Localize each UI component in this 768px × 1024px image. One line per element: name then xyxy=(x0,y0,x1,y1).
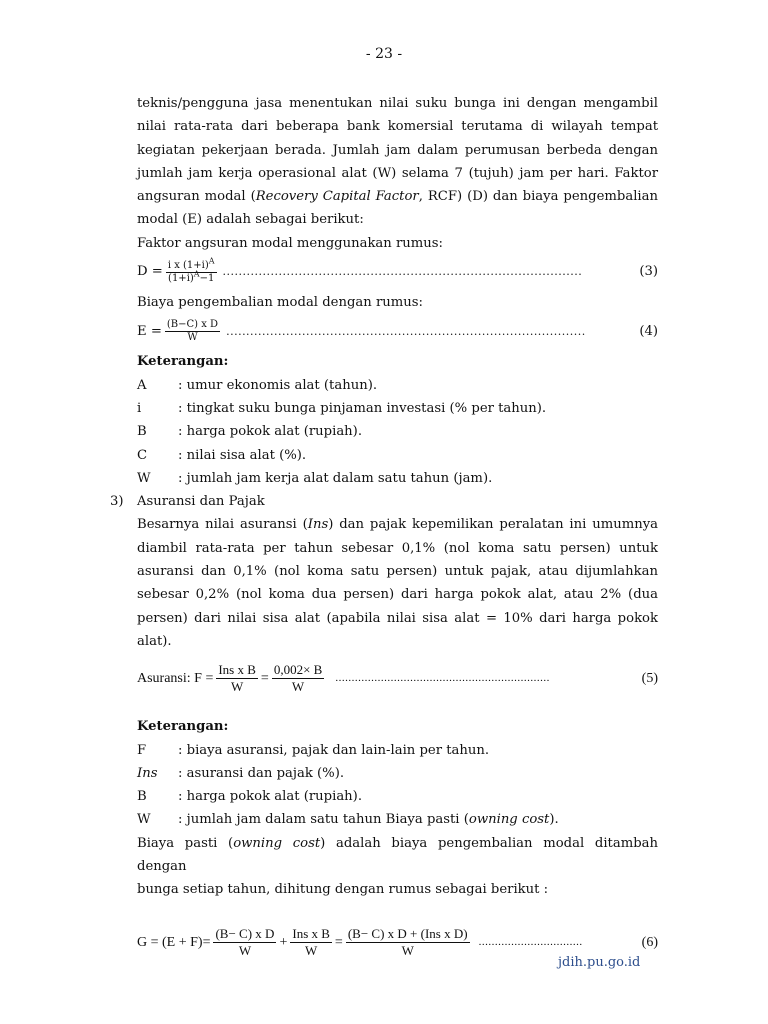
text-span: Biaya pasti ( xyxy=(137,835,234,851)
eq5-equals: = xyxy=(260,670,269,686)
text-line xyxy=(137,832,658,879)
eq4-fraction xyxy=(165,319,220,344)
eq6-number: (6) xyxy=(641,934,658,950)
legend-row xyxy=(137,762,658,785)
eq5-denominator-2: W xyxy=(291,678,305,694)
legend-desc: : jumlah jam dalam satu tahun Biaya pasti (owning cost). xyxy=(178,812,559,828)
eq5-fraction-1 xyxy=(216,662,258,695)
rcf-term: Recovery Capital Factor xyxy=(255,189,419,205)
footer-source: jdih.pu.go.id xyxy=(558,955,641,970)
eq4-number: (4) xyxy=(639,323,658,339)
legend-symbol: A xyxy=(137,377,147,393)
section-3-paragraph xyxy=(137,513,658,653)
eq5-numerator-2: 0,002× B xyxy=(273,661,323,677)
legend-row xyxy=(137,467,658,490)
eq6-lhs: G = (E + F)= xyxy=(137,934,211,950)
text-line: diambil rata-rata per tahun sebesar 0,1% (nol koma satu persen) untuk xyxy=(137,540,658,556)
text-span: ) dan pajak kepemilikan peralatan ini umumnya xyxy=(328,517,659,533)
text-line: modal (E) adalah sebagai berikut: xyxy=(137,212,364,228)
legend-2 xyxy=(137,715,658,831)
text-span: angsuran modal ( xyxy=(137,189,256,205)
page-number: - 23 - xyxy=(365,46,403,62)
legend-symbol: C xyxy=(137,447,148,463)
section-3-marker: 3) xyxy=(110,494,124,510)
text-line: kegiatan pekerjaan berada. Jumlah jam dalam perumusan berbeda dengan xyxy=(137,142,658,158)
eq5-leader-dots: .................................................................. xyxy=(335,671,550,684)
eq3-leader-dots: .......................................................................................... xyxy=(222,265,583,279)
eq6-denominator-1: W xyxy=(238,943,252,959)
eq6-denominator-2: W xyxy=(305,943,318,959)
legend-desc: : jumlah jam kerja alat dalam satu tahun (jam). xyxy=(178,470,493,486)
eq6-numerator-2: Ins x B xyxy=(292,926,330,942)
owning-cost-term: owning cost xyxy=(233,835,321,851)
eq6-plus: + xyxy=(279,934,288,950)
eq5-lhs: Asuransi: F = xyxy=(137,670,214,686)
capital-return-intro: Biaya pengembalian modal dengan rumus: xyxy=(137,295,423,311)
eq3-fraction xyxy=(166,256,217,285)
ins-term: Ins xyxy=(307,517,329,533)
legend-symbol: W xyxy=(137,470,151,486)
owning-cost-paragraph xyxy=(137,832,658,902)
text-line: nilai rata-rata dari beberapa bank komersial terutama di wilayah tempat xyxy=(137,119,658,135)
legend-1-heading: Keterangan: xyxy=(137,354,229,370)
eq6-numerator-3: (B− C) x D + (Ins x D) xyxy=(347,926,468,942)
eq4-leader-dots: .......................................................................................... xyxy=(226,324,586,338)
main-content xyxy=(110,92,659,964)
eq5-number: (5) xyxy=(641,670,658,686)
legend-symbol: B xyxy=(137,789,147,805)
legend-row xyxy=(137,444,658,467)
eq6-fraction-3 xyxy=(346,926,470,959)
legend-symbol: Ins xyxy=(137,765,158,781)
eq6-numerator-1: (B− C) x D xyxy=(215,926,275,942)
eq3-numerator: i x $(1+i)^A$ xyxy=(167,256,215,271)
legend-1 xyxy=(137,350,658,490)
text-line: asuransi dan 0,1% (nol koma satu persen) untuk pajak, atau dijumlahkan xyxy=(137,564,658,580)
legend-row xyxy=(137,739,658,762)
legend-desc: : asuransi dan pajak (%). xyxy=(178,765,345,781)
legend-symbol: i xyxy=(137,400,142,416)
eq4-numerator: (B−C) x D xyxy=(166,318,219,330)
eq5-fraction-2 xyxy=(272,662,325,695)
text-line: persen) dari nilai sisa alat (apabila nilai sisa alat = 10% dari harga pokok xyxy=(137,610,658,626)
intro-paragraph xyxy=(137,92,658,232)
text-span: , RCF) (D) dan biaya pengembalian xyxy=(418,189,659,205)
text-line: alat). xyxy=(137,633,172,649)
text-line xyxy=(137,513,658,536)
legend-row xyxy=(137,785,658,808)
eq5-denominator-1: W xyxy=(230,678,244,694)
legend-symbol: B xyxy=(137,424,147,440)
legend-symbol: W xyxy=(137,812,151,828)
legend-desc: : umur ekonomis alat (tahun). xyxy=(178,377,378,393)
eq3-lhs: D = xyxy=(137,264,163,280)
eq6-equals: = xyxy=(334,934,343,950)
legend-desc: : harga pokok alat (rupiah). xyxy=(178,424,363,440)
text-span: ) adalah biaya pengembalian modal ditambah dengan xyxy=(137,835,659,875)
text-line: teknis/pengguna jasa menentukan nilai suku bunga ini dengan mengambil xyxy=(137,96,658,111)
eq5-numerator-1: Ins x B xyxy=(218,661,256,677)
equation-5 xyxy=(137,657,658,699)
legend-desc: : tingkat suku bunga pinjaman investasi (% per tahun). xyxy=(178,400,547,416)
eq3-number: (3) xyxy=(639,264,658,280)
eq6-leader-dots: ................................ xyxy=(478,935,583,948)
legend-symbol: F xyxy=(137,742,147,758)
legend-row xyxy=(137,374,658,397)
text-line: sebesar 0,2% (nol koma dua persen) dari harga pokok alat, atau 2% (dua xyxy=(137,587,658,603)
text-line xyxy=(137,185,658,208)
legend-desc: : biaya asuransi, pajak dan lain-lain per tahun. xyxy=(178,742,490,758)
text-line: jumlah jam kerja operasional alat (W) selama 7 (tujuh) jam per hari. Faktor xyxy=(137,165,658,181)
eq6-fraction-2 xyxy=(290,926,332,959)
equation-3 xyxy=(137,255,658,289)
rcf-intro: Faktor angsuran modal menggunakan rumus: xyxy=(137,235,443,251)
legend-2-heading: Keterangan: xyxy=(137,719,229,735)
section-3-title: Asuransi dan Pajak xyxy=(137,494,265,510)
eq6-denominator-3: W xyxy=(401,943,414,959)
legend-row xyxy=(137,420,658,443)
text-span: Besarnya nilai asuransi ( xyxy=(137,517,308,533)
eq4-denominator: W xyxy=(187,331,198,343)
eq6-fraction-1 xyxy=(213,926,276,959)
eq3-denominator: $(1+i)^A-1$ xyxy=(168,269,215,284)
section-3 xyxy=(110,490,659,653)
eq4-lhs: E = xyxy=(137,323,162,339)
legend-row xyxy=(137,397,658,420)
equation-4 xyxy=(137,314,658,348)
legend-desc: : nilai sisa alat (%). xyxy=(178,447,307,463)
legend-row xyxy=(137,808,658,831)
legend-desc: : harga pokok alat (rupiah). xyxy=(178,789,363,805)
text-line: bunga setiap tahun, dihitung dengan rumus sebagai berikut : xyxy=(137,882,549,898)
